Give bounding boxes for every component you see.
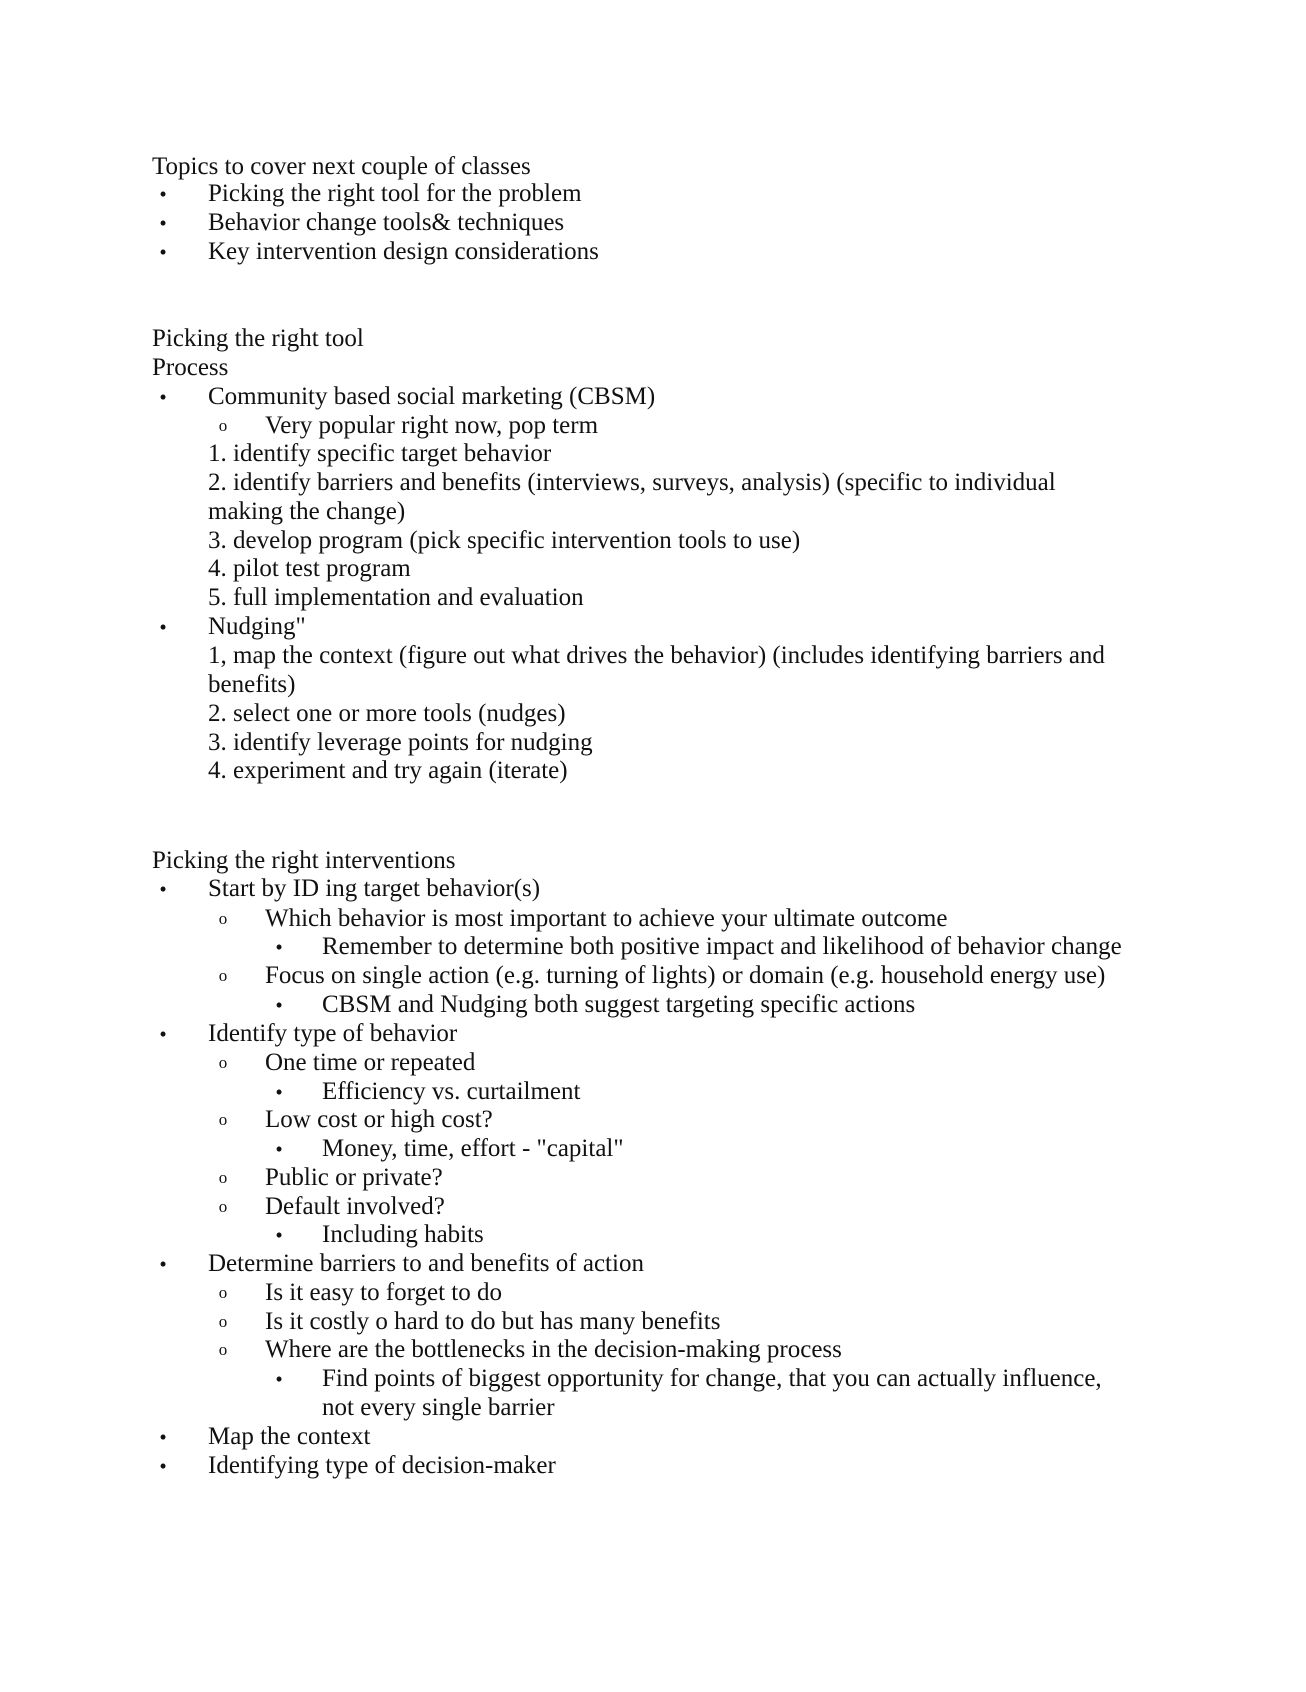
bullet-icon: •	[159, 1425, 167, 1449]
list-item: not every single barrier	[322, 1394, 555, 1421]
list-item: Is it costly o hard to do but has many benefits	[265, 1308, 721, 1335]
circle-bullet-icon: o	[218, 909, 228, 928]
list-item: Community based social marketing (CBSM)	[208, 383, 656, 410]
list-item: Efficiency vs. curtailment	[322, 1078, 581, 1105]
list-item: Money, time, effort - "capital"	[322, 1135, 624, 1162]
circle-bullet-icon: o	[218, 1053, 228, 1072]
list-item: One time or repeated	[265, 1049, 476, 1076]
bullet-icon: •	[275, 1367, 283, 1391]
list-item: Very popular right now, pop term	[265, 412, 599, 439]
list-item: Nudging"	[208, 613, 306, 640]
numbered-step: 2. select one or more tools (nudges)	[208, 700, 566, 727]
circle-bullet-icon: o	[218, 1197, 228, 1216]
bullet-icon: •	[159, 877, 167, 901]
bullet-icon: •	[159, 385, 167, 409]
bullet-icon: •	[275, 1137, 283, 1161]
numbered-step: 2. identify barriers and benefits (interviews, surveys, analysis) (specific to individual	[208, 469, 1056, 496]
circle-bullet-icon: o	[218, 1340, 228, 1359]
list-item: Which behavior is most important to achieve your ultimate outcome	[265, 905, 948, 932]
bullet-icon: •	[275, 993, 283, 1017]
list-item: Map the context	[208, 1423, 371, 1450]
bullet-icon: •	[159, 1252, 167, 1276]
list-item: Remember to determine both positive impact and likelihood of behavior change	[322, 933, 1122, 960]
list-item: Low cost or high cost?	[265, 1106, 493, 1133]
circle-bullet-icon: o	[218, 1312, 228, 1331]
section-heading: Picking the right tool	[152, 325, 364, 352]
numbered-step: 4. pilot test program	[208, 555, 411, 582]
list-item: Identify type of behavior	[208, 1020, 458, 1047]
list-item: Public or private?	[265, 1164, 443, 1191]
list-item: Key intervention design considerations	[208, 238, 599, 265]
bullet-icon: •	[275, 1223, 283, 1247]
list-item: Identifying type of decision-maker	[208, 1452, 556, 1479]
list-item: Focus on single action (e.g. turning of lights) or domain (e.g. household energy use)	[265, 962, 1106, 989]
bullet-icon: •	[275, 935, 283, 959]
section-heading: Picking the right interventions	[152, 847, 456, 874]
circle-bullet-icon: o	[218, 966, 228, 985]
section-heading: Topics to cover next couple of classes	[152, 153, 531, 180]
circle-bullet-icon: o	[218, 1110, 228, 1129]
numbered-step: 5. full implementation and evaluation	[208, 584, 584, 611]
list-item: Where are the bottlenecks in the decision-making process	[265, 1336, 842, 1363]
bullet-icon: •	[159, 240, 167, 264]
numbered-step: benefits)	[208, 671, 296, 698]
list-item: Including habits	[322, 1221, 484, 1248]
list-item: Picking the right tool for the problem	[208, 180, 582, 207]
section-subheading: Process	[152, 354, 229, 381]
list-item: Is it easy to forget to do	[265, 1279, 502, 1306]
circle-bullet-icon: o	[218, 416, 228, 435]
numbered-step: 1. identify specific target behavior	[208, 440, 552, 467]
list-item: Determine barriers to and benefits of action	[208, 1250, 644, 1277]
circle-bullet-icon: o	[218, 1168, 228, 1187]
list-item: Behavior change tools& techniques	[208, 209, 565, 236]
numbered-step: 4. experiment and try again (iterate)	[208, 757, 568, 784]
numbered-step: 3. develop program (pick specific intervention tools to use)	[208, 527, 801, 554]
list-item: Start by ID ing target behavior(s)	[208, 875, 541, 902]
bullet-icon: •	[159, 211, 167, 235]
bullet-icon: •	[159, 1454, 167, 1478]
numbered-step: 1, map the context (figure out what drives the behavior) (includes identifying barriers and	[208, 642, 1105, 669]
list-item: Default involved?	[265, 1193, 445, 1220]
numbered-step: making the change)	[208, 498, 406, 525]
bullet-icon: •	[159, 615, 167, 639]
circle-bullet-icon: o	[218, 1283, 228, 1302]
bullet-icon: •	[275, 1080, 283, 1104]
list-item: Find points of biggest opportunity for change, that you can actually influence,	[322, 1365, 1102, 1392]
bullet-icon: •	[159, 1022, 167, 1046]
numbered-step: 3. identify leverage points for nudging	[208, 729, 593, 756]
bullet-icon: •	[159, 182, 167, 206]
list-item: CBSM and Nudging both suggest targeting specific actions	[322, 991, 916, 1018]
